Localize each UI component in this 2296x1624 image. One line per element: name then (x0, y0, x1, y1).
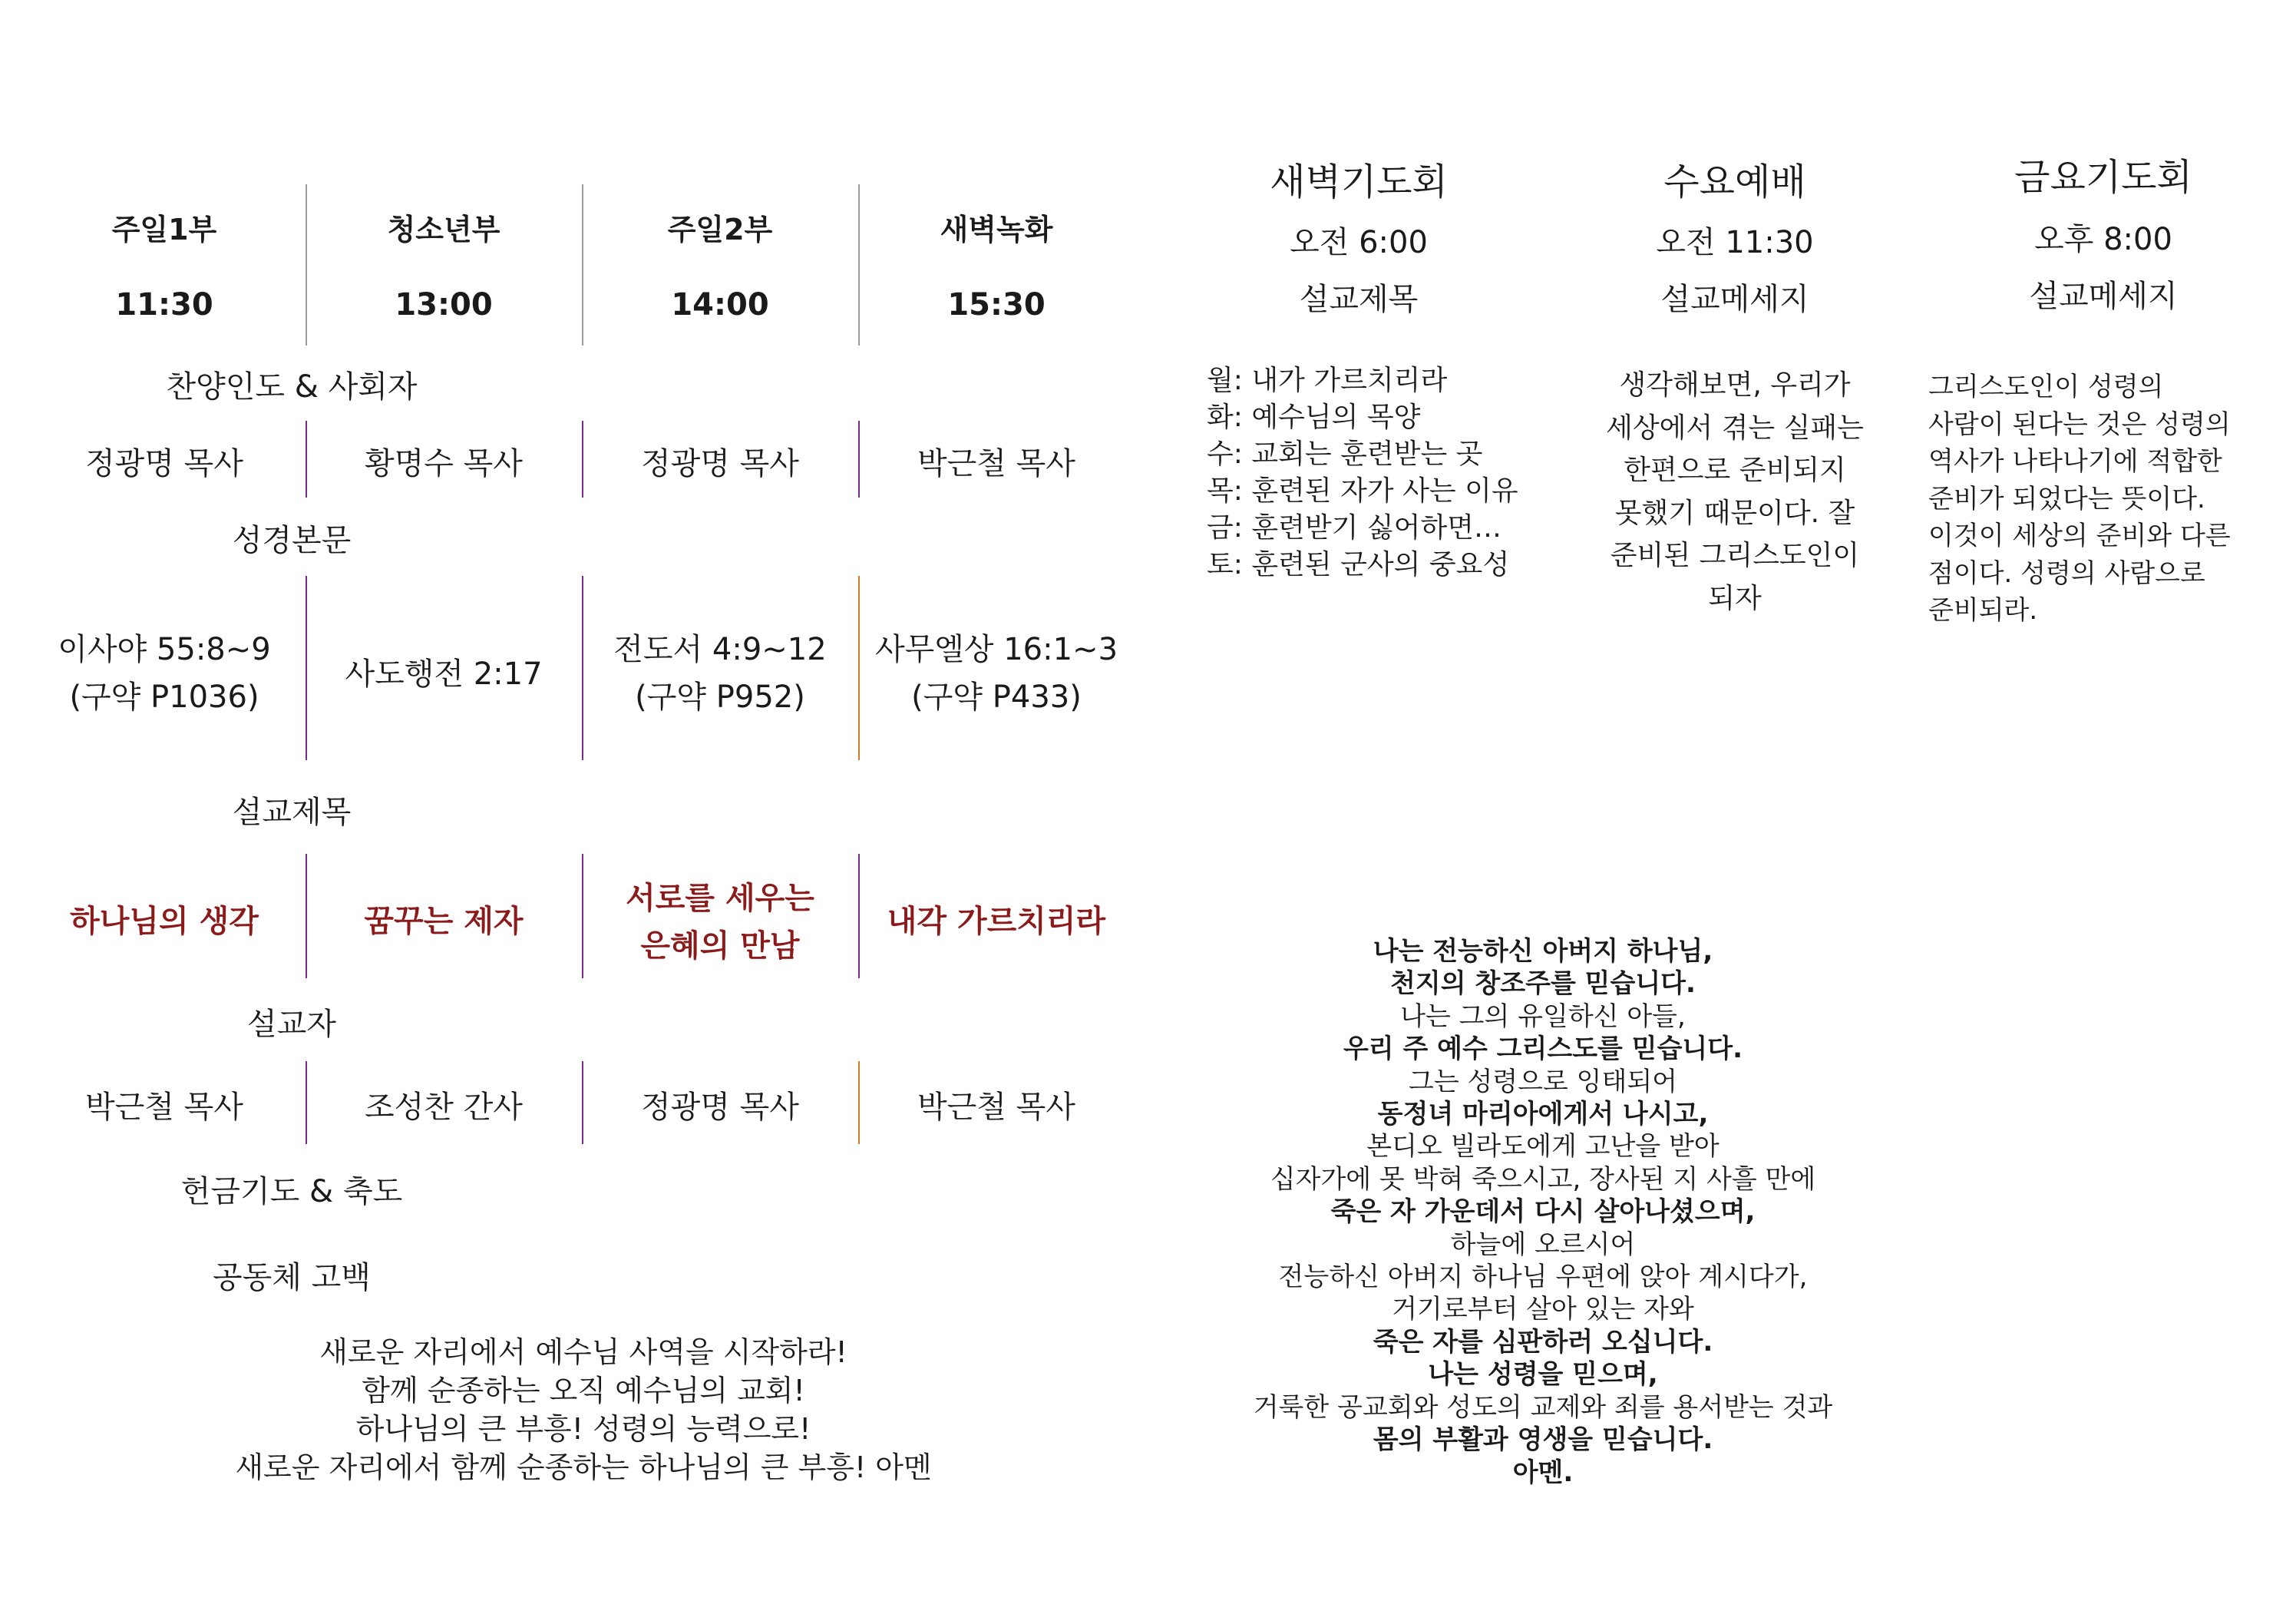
list-item: 목: 훈련된 자가 사는 이유 (1207, 475, 1518, 507)
creed-line: 천지의 창조주를 믿습니다. (1390, 968, 1696, 1000)
section-offering: 헌금기도 & 축도 (180, 1174, 403, 1209)
message-line: 역사가 나타나기에 적합한 (1928, 446, 2222, 477)
section-preacher: 설교자 (247, 1007, 336, 1042)
service-name: 새벽녹화 (940, 213, 1053, 246)
sermon-title: 내각 가르치리라 (887, 904, 1106, 939)
message-line: 준비된 그리스도인이 (1610, 540, 1860, 571)
worship-leader: 정광명 목사 (641, 446, 799, 481)
service-time: 13:00 (395, 287, 493, 322)
creed-line: 나는 그의 유일하신 아들, (1400, 1001, 1686, 1032)
preacher: 조성찬 간사 (365, 1090, 523, 1125)
apostles-creed (1174, 935, 1911, 1489)
weekday-title: 새벽기도회 (1270, 160, 1448, 203)
creed-line: 몸의 부활과 영생을 믿습니다. (1373, 1424, 1713, 1456)
message-line: 준비가 되었다는 뜻이다. (1928, 483, 2205, 514)
creed-line: 동정녀 마리아에게서 나시고, (1377, 1099, 1709, 1130)
service-name: 주일1부 (111, 213, 217, 246)
sermon-title: 은혜의 만남 (640, 928, 800, 964)
weekday-title: 금요기도회 (2014, 156, 2192, 199)
list-item: 화: 예수님의 목양 (1207, 402, 1421, 433)
scripture-reference: 사도행전 2:17 (345, 657, 543, 692)
creed-line: 전능하신 아버지 하나님 우편에 앉아 계시다가, (1278, 1262, 1808, 1293)
message-line: 생각해보면, 우리가 (1619, 369, 1851, 401)
scripture-reference: 전도서 4:9~12 (613, 632, 827, 667)
list-item: 토: 훈련된 군사의 중요성 (1207, 549, 1510, 580)
scripture-page: (구약 P1036) (69, 680, 259, 715)
list-item: 수: 교회는 훈련받는 곳 (1207, 438, 1483, 470)
confession-line: 함께 순종하는 오직 예수님의 교회! (362, 1374, 805, 1407)
creed-line: 거룩한 공교회와 성도의 교제와 죄를 용서받는 것과 (1253, 1391, 1833, 1423)
confession-text (123, 1333, 1044, 1487)
message-line: 준비되라. (1928, 595, 2038, 626)
worship-leader: 정광명 목사 (85, 446, 243, 481)
service-name: 주일2부 (667, 213, 773, 246)
weekday-label: 설교메세지 (1660, 282, 1809, 317)
dawn-sermon-list (1207, 362, 1560, 584)
friday-message (1928, 369, 2281, 630)
creed-line: 아멘. (1512, 1457, 1574, 1488)
sermon-title: 꿈꾸는 제자 (364, 904, 524, 939)
message-line: 한편으로 준비되지 (1624, 455, 1846, 486)
list-item: 금: 훈련받기 싫어하면… (1207, 512, 1501, 544)
sermon-title: 서로를 세우는 (626, 881, 814, 916)
message-line: 못했기 때문이다. 잘 (1614, 497, 1855, 529)
scripture-page: (구약 P952) (635, 680, 805, 715)
message-line: 세상에서 겪는 실패는 (1606, 412, 1864, 444)
wednesday-message (1581, 364, 1888, 620)
creed-line: 우리 주 예수 그리스도를 믿습니다. (1343, 1034, 1743, 1065)
weekday-label: 설교메세지 (2029, 279, 2178, 314)
message-line: 점이다. 성령의 사람으로 (1928, 557, 2205, 589)
sermon-title: 하나님의 생각 (70, 904, 259, 939)
service-time: 15:30 (947, 287, 1046, 322)
scripture-reference: 사무엘상 16:1~3 (874, 632, 1118, 667)
preacher: 박근철 목사 (917, 1090, 1075, 1125)
service-name: 청소년부 (387, 213, 500, 246)
confession-line: 새로운 자리에서 예수님 사역을 시작하라! (319, 1335, 847, 1369)
confession-line: 새로운 자리에서 함께 순종하는 하나님의 큰 부흥! 아멘 (235, 1450, 932, 1484)
creed-line: 나는 전능하신 아버지 하나님, (1373, 936, 1713, 967)
preacher: 정광명 목사 (641, 1090, 799, 1125)
service-time: 14:00 (671, 287, 769, 322)
worship-leader: 박근철 목사 (917, 446, 1075, 481)
message-line: 되자 (1708, 582, 1762, 614)
message-line: 사람이 된다는 것은 성령의 (1928, 408, 2231, 440)
weekday-label: 설교제목 (1299, 282, 1419, 317)
scripture-page: (구약 P433) (911, 680, 1082, 715)
weekday-time: 오전 11:30 (1656, 225, 1814, 260)
section-sermon-title: 설교제목 (232, 795, 352, 830)
creed-line: 그는 성령으로 잉태되어 (1408, 1066, 1678, 1097)
creed-line: 나는 성령을 믿으며, (1428, 1359, 1658, 1391)
creed-line: 본디오 빌라도에게 고난을 받아 (1366, 1131, 1720, 1163)
message-line: 이것이 세상의 준비와 다른 (1928, 521, 2231, 551)
weekday-time: 오전 6:00 (1290, 225, 1428, 260)
creed-line: 거기로부터 살아 있는 자와 (1392, 1294, 1694, 1325)
preacher: 박근철 목사 (85, 1090, 243, 1125)
section-scripture: 성경본문 (232, 523, 352, 558)
list-item: 월: 내가 가르치리라 (1207, 365, 1448, 396)
message-line: 그리스도인이 성령의 (1928, 372, 2164, 402)
service-time: 11:30 (115, 287, 213, 322)
creed-line: 죽은 자를 심판하러 오십니다. (1373, 1326, 1713, 1358)
section-worship-leader: 찬양인도 & 사회자 (166, 369, 418, 405)
section-community-confession: 공동체 고백 (213, 1260, 371, 1295)
weekday-title: 수요예배 (1663, 160, 1806, 203)
creed-line: 죽은 자 가운데서 다시 살아나셨으며, (1330, 1196, 1756, 1228)
creed-line: 하늘에 오르시어 (1450, 1229, 1636, 1260)
worship-leader: 황명수 목사 (365, 446, 523, 481)
confession-line: 하나님의 큰 부흥! 성령의 능력으로! (355, 1412, 811, 1446)
weekday-time: 오후 8:00 (2034, 222, 2172, 257)
creed-line: 십자가에 못 박혀 죽으시고, 장사된 지 사흘 만에 (1270, 1163, 1816, 1195)
scripture-reference: 이사야 55:8~9 (58, 632, 271, 667)
